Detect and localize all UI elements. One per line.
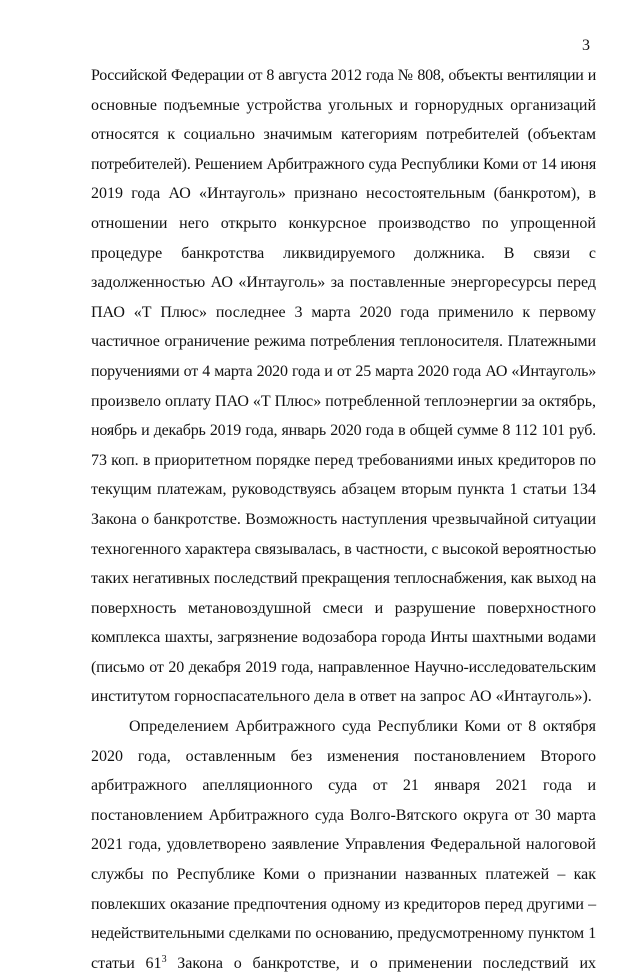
text-line: частичное ограничение режима потребления теплоносителя. Платежными	[91, 333, 596, 351]
text-line-with-footnote	[91, 949, 596, 978]
superscript-marker: 3	[161, 953, 167, 965]
paragraph-1	[91, 61, 596, 712]
text-line: техногенного характера связывалась, в частности, с высокой вероятностью	[91, 540, 597, 558]
paragraph-2	[91, 712, 596, 978]
text-line: (письмо от 20 декабря 2019 года, направленное Научно-исследовательским	[91, 658, 596, 676]
text-line: арбитражного апелляционного суда от 21 января 2021 года и	[91, 777, 596, 795]
text-line: ноябрь и декабрь 2019 года, январь 2020 года в общей сумме 8 112 101 руб.	[91, 422, 596, 440]
text-line: Российской Федерации от 8 августа 2012 года № 808, объекты вентиляции и	[91, 67, 596, 84]
text-line: комплекса шахты, загрязнение водозабора города Инты шахтными водами	[91, 629, 596, 647]
text-line: процедуре банкротства ликвидируемого должника. В связи с	[91, 244, 596, 262]
text-line: потребителей). Решением Арбитражного суда Республики Коми от 14 июня	[91, 155, 596, 173]
page-number: 3	[582, 37, 590, 54]
text-line: относятся к социально значимым категориям потребителей (объектам	[91, 126, 596, 144]
text-line: 2020 года, оставленным без изменения постановлением Второго	[91, 747, 596, 765]
document-body	[91, 61, 596, 978]
text-fragment: статьи 61	[91, 954, 162, 972]
text-line: Закона о банкротстве. Возможность наступления чрезвычайной ситуации	[91, 510, 596, 528]
text-line: службы по Республике Коми о признании названных платежей – как	[91, 866, 596, 884]
text-line: ПАО «Т Плюс» последнее 3 марта 2020 года применило к первому	[91, 303, 596, 321]
text-line: произвело оплату ПАО «Т Плюс» потребленной теплоэнергии за октябрь,	[91, 392, 597, 410]
text-line: повлекших оказание предпочтения одному из кредиторов перед другими –	[91, 895, 596, 913]
text-line: текущим платежам, руководствуясь абзацем вторым пункта 1 статьи 134	[91, 481, 596, 499]
text-line: постановлением Арбитражного суда Волго-Вятского округа от 30 марта	[91, 806, 596, 824]
text-line: Определением Арбитражного суда Республики Коми от 8 октября	[129, 718, 596, 736]
text-line: таких негативных последствий прекращения теплоснабжения, как выход на	[91, 570, 596, 588]
text-line: институтом горноспасательного дела в ответ на запрос АО «Интауголь»).	[91, 688, 592, 706]
text-line: поручениями от 4 марта 2020 года и от 25 марта 2020 года АО «Интауголь»	[91, 362, 596, 380]
text-line: задолженностью АО «Интауголь» за поставленные энергоресурсы перед	[91, 274, 596, 292]
text-line: 73 коп. в приоритетном порядке перед требованиями иных кредиторов по	[91, 451, 596, 469]
text-line: отношении него открыто конкурсное производство по упрощенной	[91, 214, 596, 232]
text-line: основные подъемные устройства угольных и горнорудных организаций	[91, 96, 596, 114]
text-line: 2021 года, удовлетворено заявление Управления Федеральной налоговой	[91, 836, 596, 854]
text-line: поверхность метановоздушной смеси и разрушение поверхностного	[91, 599, 596, 617]
text-fragment: Закона о банкротстве, и о применении последствий их	[166, 954, 597, 972]
text-line: 2019 года АО «Интауголь» признано несостоятельным (банкротом), в	[91, 185, 596, 203]
text-line: недействительными сделками по основанию, предусмотренному пунктом 1	[91, 925, 596, 943]
